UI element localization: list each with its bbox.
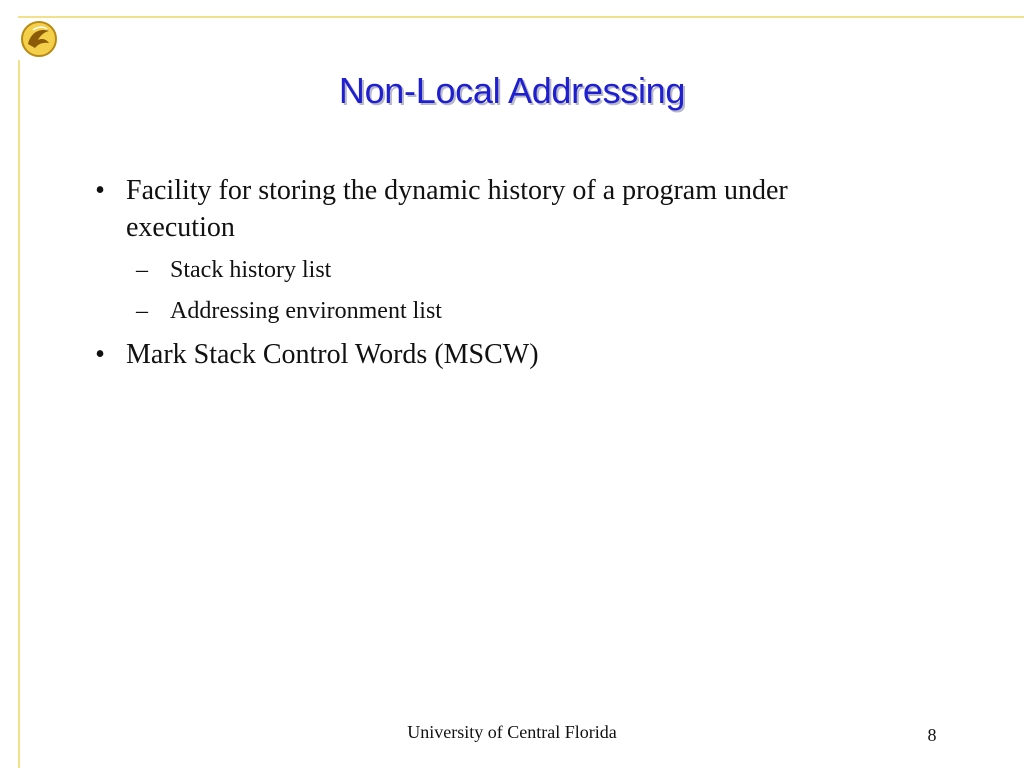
slide-content (90, 172, 890, 381)
frame-left-border (18, 60, 20, 768)
sub-bullet-marker: – (136, 257, 148, 283)
frame-top-border (18, 16, 1024, 18)
sub-bullet-marker: – (136, 298, 148, 324)
footer-university: University of Central Florida (407, 722, 617, 742)
bullet-marker: • (95, 175, 105, 206)
sub-bullet-item (90, 295, 890, 327)
sub-bullet-item (90, 254, 890, 286)
pegasus-logo-icon (18, 18, 60, 60)
page-number: 8 (927, 725, 937, 745)
bullet-item (90, 172, 890, 246)
sub-bullet-text: Addressing environment list (170, 298, 442, 324)
sub-bullet-text: Stack history list (170, 257, 332, 283)
bullet-text: Mark Stack Control Words (MSCW) (126, 339, 539, 370)
slide-title: Non-Local Addressing (338, 70, 686, 111)
bullet-item (90, 336, 890, 373)
bullet-text: Facility for storing the dynamic history of a program under execution (126, 175, 788, 243)
bullet-marker: • (95, 339, 105, 370)
